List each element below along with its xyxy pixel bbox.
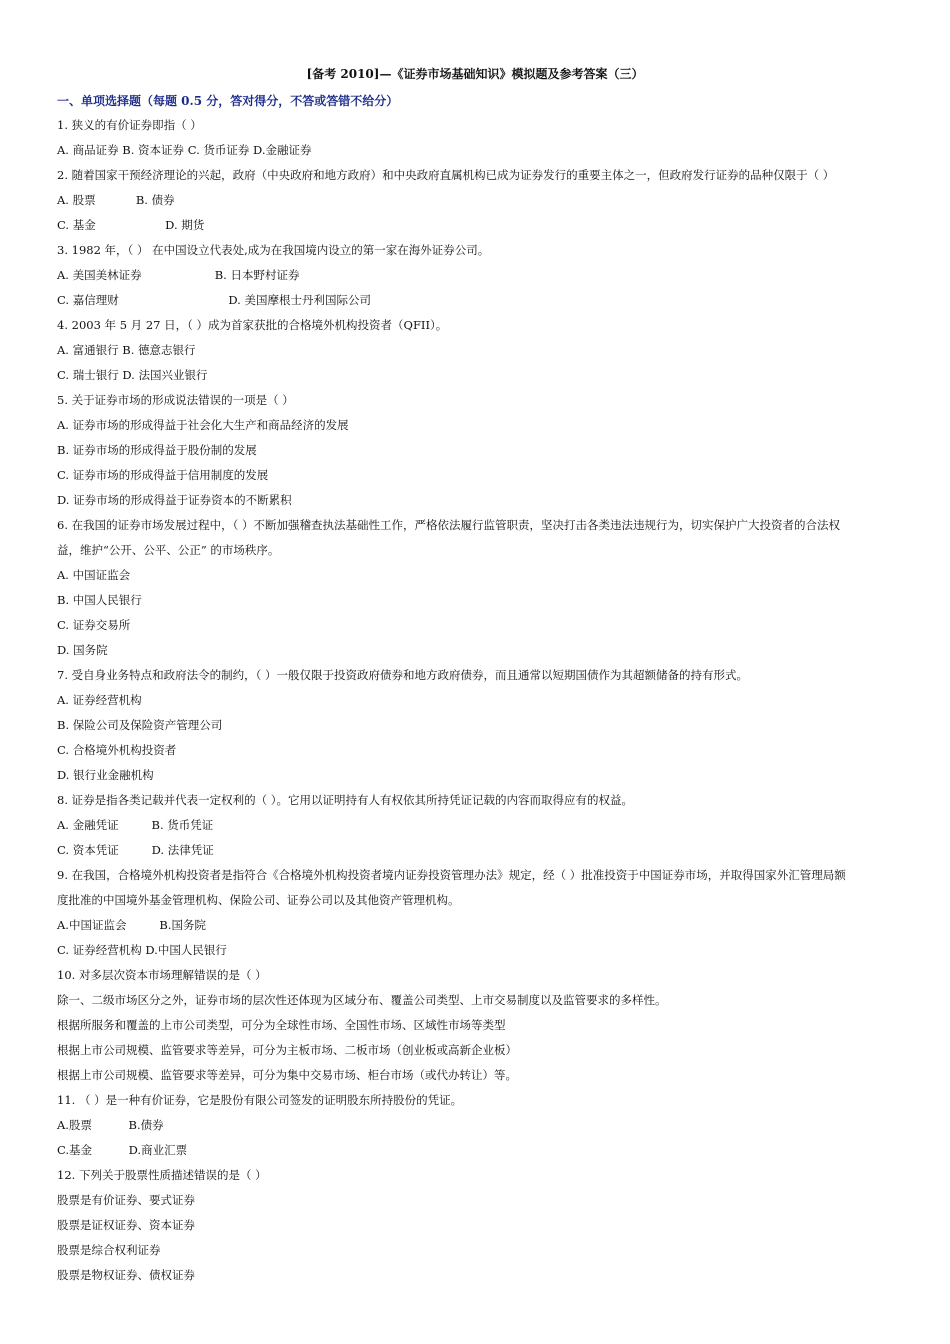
text-line: A. 中国证监会 — [57, 568, 131, 582]
text-line: A. 证券市场的形成得益于社会化大生产和商品经济的发展 — [57, 418, 349, 432]
text-line: A. 富通银行 B. 德意志银行 — [57, 343, 196, 357]
text-line: B. 证券市场的形成得益于股份制的发展 — [57, 443, 257, 457]
document-title: [备考 2010]—《证券市场基础知识》模拟题及参考答案（三） — [306, 67, 644, 81]
text-line: 6. 在我国的证券市场发展过程中，（ ）不断加强稽查执法基础性工作，严格依法履行监管职责，坚决打击各类违法违规行为，切实保护广大投资者的合法权 — [57, 518, 841, 532]
text-line: C. 瑞士银行 D. 法国兴业银行 — [57, 368, 208, 382]
text-line: D. 证券市场的形成得益于证券资本的不断累积 — [57, 493, 292, 507]
text-line: C. 资本凭证 D. 法律凭证 — [57, 843, 214, 857]
text-line: 股票是物权证券、债权证券 — [57, 1268, 195, 1282]
text-line: 4. 2003 年 5 月 27 日，（ ）成为首家获批的合格境外机构投资者（QFII）。 — [57, 318, 448, 332]
text-line: A.中国证监会 B.国务院 — [57, 918, 206, 932]
section-heading: 一、单项选择题（每题 0.5 分，答对得分，不答或答错不给分） — [57, 94, 399, 108]
text-line: D. 国务院 — [57, 643, 108, 657]
text-line: B. 中国人民银行 — [57, 593, 142, 607]
text-line: C. 证券交易所 — [57, 618, 131, 632]
text-line: A.股票 B.债券 — [57, 1118, 164, 1132]
text-line: 8. 证券是指各类记载并代表一定权利的（ ）。它用以证明持有人有权依其所持凭证记载的内容而取得应有的权益。 — [57, 793, 634, 807]
text-line: 度批准的中国境外基金管理机构、保险公司、证券公司以及其他资产管理机构。 — [57, 893, 460, 907]
text-line: 股票是证权证券、资本证券 — [57, 1218, 195, 1232]
text-line: 2. 随着国家干预经济理论的兴起，政府（中央政府和地方政府）和中央政府直属机构已成为证券发行的重要主体之一，但政府发行证券的品种仅限于（ ） — [57, 168, 835, 182]
question-list — [57, 113, 887, 1288]
text-line: 3. 1982 年，（ ） 在中国设立代表处,成为在我国境内设立的第一家在海外证券公司。 — [57, 243, 490, 257]
text-line: A. 美国美林证券 B. 日本野村证券 — [57, 268, 300, 282]
text-line: A. 金融凭证 B. 货币凭证 — [57, 818, 214, 832]
text-line: C. 基金 D. 期货 — [57, 218, 205, 232]
text-line: 除一、二级市场区分之外，证券市场的层次性还体现为区域分布、覆盖公司类型、上市交易制度以及监管要求的多样性。 — [57, 993, 667, 1007]
text-line: A. 商品证券 B. 资本证券 C. 货币证券 D.金融证券 — [57, 143, 312, 157]
text-line: 12. 下列关于股票性质描述错误的是（ ） — [57, 1168, 267, 1182]
text-line: C. 嘉信理财 D. 美国摩根士丹利国际公司 — [57, 293, 371, 307]
text-line: 股票是有价证券、要式证券 — [57, 1193, 195, 1207]
text-line: A. 证券经营机构 — [57, 693, 142, 707]
text-line: 根据所服务和覆盖的上市公司类型，可分为全球性市场、全国性市场、区域性市场等类型 — [57, 1018, 506, 1032]
text-line: C. 证券经营机构 D.中国人民银行 — [57, 943, 227, 957]
text-line: 股票是综合权利证券 — [57, 1243, 161, 1257]
text-line: 7. 受自身业务特点和政府法令的制约，（ ）一般仅限于投资政府债券和地方政府债券，而且通常以短期国债作为其超额储备的持有形式。 — [57, 668, 749, 682]
text-line: C. 证券市场的形成得益于信用制度的发展 — [57, 468, 269, 482]
text-line: C. 合格境外机构投资者 — [57, 743, 177, 757]
text-line: D. 银行业金融机构 — [57, 768, 154, 782]
text-line: 11. （ ）是一种有价证券，它是股份有限公司签发的证明股东所持股份的凭证。 — [57, 1093, 463, 1107]
text-line: 10. 对多层次资本市场理解错误的是（ ） — [57, 968, 267, 982]
text-line: C.基金 D.商业汇票 — [57, 1143, 188, 1157]
text-line: 9. 在我国，合格境外机构投资者是指符合《合格境外机构投资者境内证券投资管理办法》规定，经（ ）批准投资于中国证券市场，并取得国家外汇管理局额 — [57, 868, 846, 882]
text-line: 根据上市公司规模、监管要求等差异，可分为集中交易市场、柜台市场（或代办转让）等。 — [57, 1068, 517, 1082]
text-line: A. 股票 B. 债券 — [57, 193, 175, 207]
text-line: 5. 关于证券市场的形成说法错误的一项是（ ） — [57, 393, 294, 407]
text-line: 根据上市公司规模、监管要求等差异，可分为主板市场、二板市场（创业板或高新企业板） — [57, 1043, 517, 1057]
text-line: B. 保险公司及保险资产管理公司 — [57, 718, 223, 732]
text-line: 益，维护“公开、公平、公正” 的市场秩序。 — [57, 543, 280, 557]
text-line: 1. 狭义的有价证券即指（ ） — [57, 118, 202, 132]
